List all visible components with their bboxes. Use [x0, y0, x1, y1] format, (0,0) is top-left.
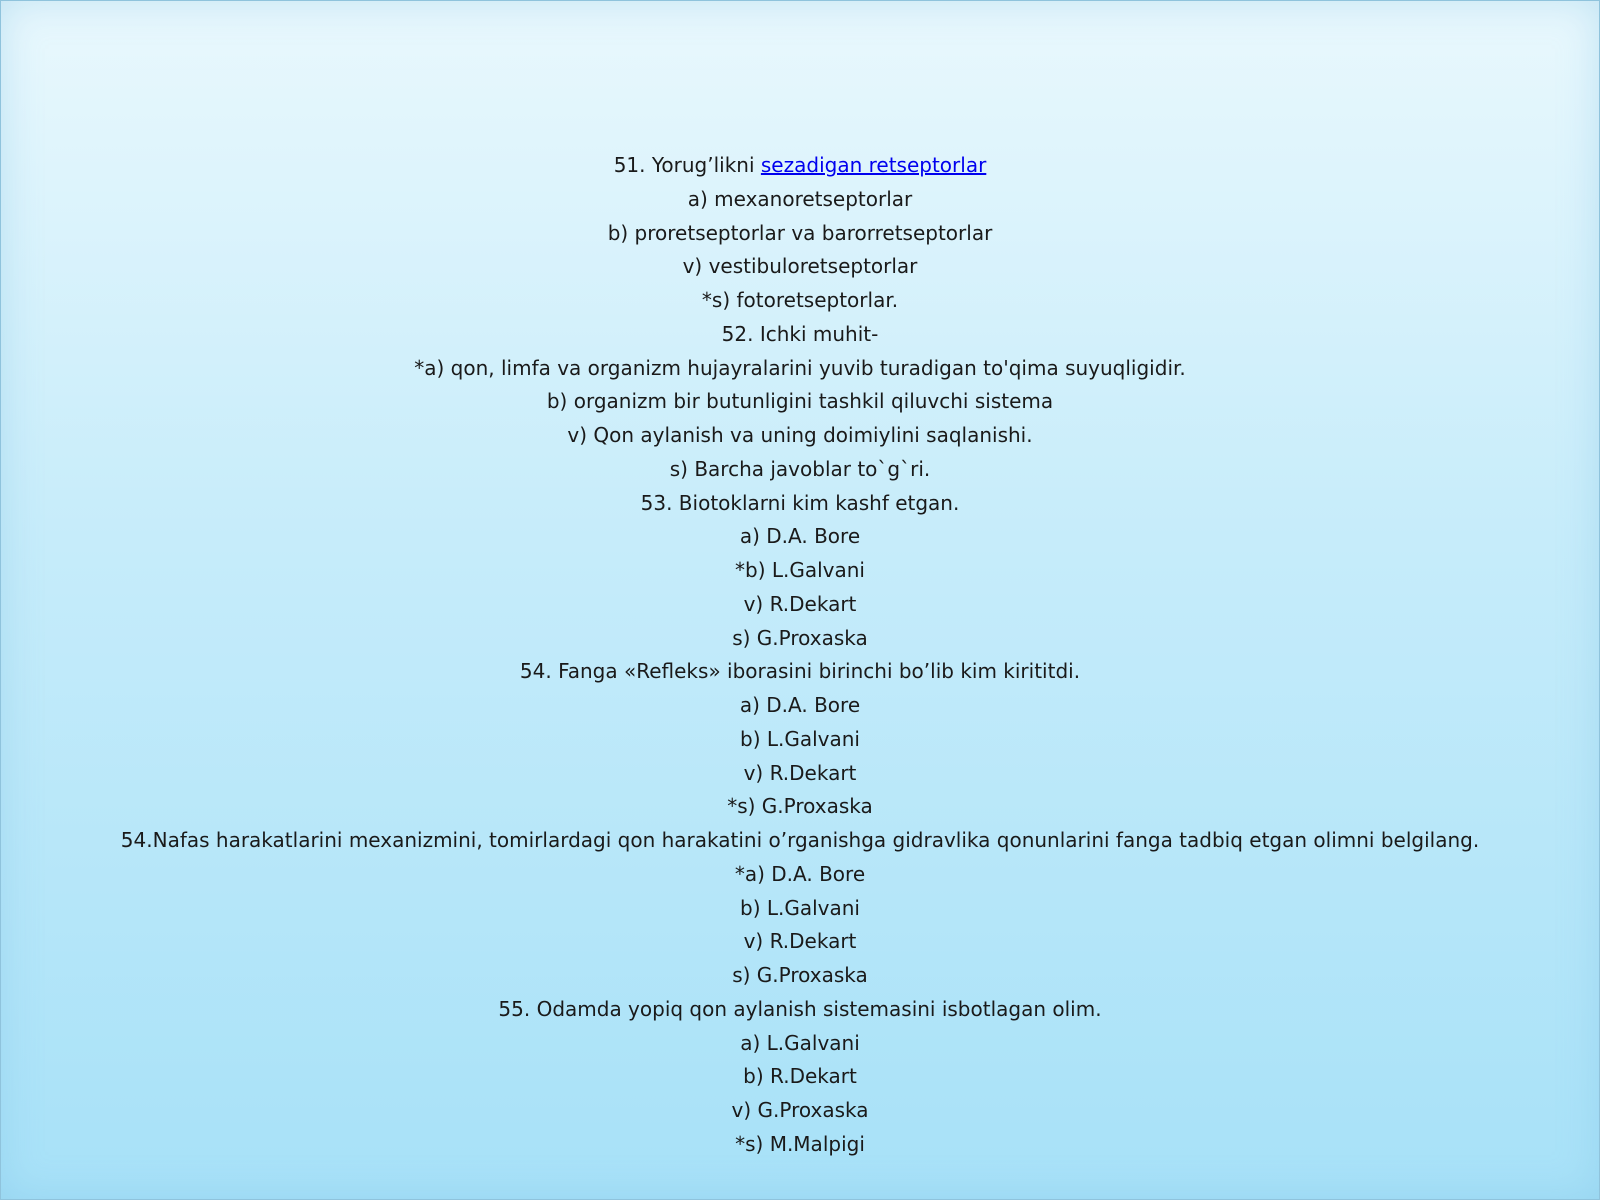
quiz-text — [1, 149, 1599, 1162]
option-52-v: v) Qon aylanish va uning doimiylini saqlanishi. — [567, 423, 1033, 447]
option-51-b: b) proretseptorlar va barorretseptorlar — [607, 220, 993, 245]
option-51-v: v) vestibuloretseptorlar — [682, 254, 918, 279]
question-54-refleks: 54. Fanga «Refleks» iborasini birinchi bo’lib kim kirititdi. — [519, 659, 1081, 684]
question-51-link[interactable]: sezadigan retseptorlar — [760, 153, 987, 177]
option-54b-a: *a) D.A. Bore — [734, 861, 866, 886]
option-52-s: s) Barcha javoblar to`g`ri. — [669, 456, 931, 481]
question-52: 52. Ichki muhit- — [721, 321, 879, 346]
option-51-s: *s) fotoretseptorlar. — [701, 288, 899, 312]
option-55-b: b) R.Dekart — [743, 1064, 857, 1089]
option-55-s: *s) M.Malpigi — [735, 1131, 865, 1156]
question-55: 55. Odamda yopiq qon aylanish sistemasini isbotlagan olim. — [498, 996, 1102, 1021]
option-52-b: b) organizm bir butunligini tashkil qiluvchi sistema — [546, 389, 1054, 414]
question-53: 53. Biotoklarni kim kashf etgan. — [640, 490, 960, 515]
question-51-text: 51. Yorug’likni — [613, 153, 761, 177]
option-53-s: s) G.Proxaska — [732, 625, 868, 650]
option-55-v: v) G.Proxaska — [731, 1098, 869, 1122]
option-52-a: *a) qon, limfa va organizm hujayralarini yuvib turadigan to'qima suyuqligidir. — [414, 355, 1186, 380]
option-54a-v: v) R.Dekart — [743, 760, 857, 785]
question-51 — [1, 149, 1599, 183]
question-54-nafas: 54.Nafas harakatlarini mexanizmini, tomirlardagi qon harakatini o’rganishga gidravlika qonunlarini fanga tadbiq etgan olimni belgilang. — [120, 828, 1480, 852]
option-53-a: a) D.A. Bore — [739, 524, 861, 549]
option-54a-a: a) D.A. Bore — [739, 693, 861, 717]
option-53-v: v) R.Dekart — [743, 591, 857, 616]
option-54a-b: b) L.Galvani — [740, 726, 860, 751]
option-54b-v: v) R.Dekart — [743, 929, 857, 954]
option-51-a: a) mexanoretseptorlar — [687, 186, 913, 211]
option-54a-s: *s) G.Proxaska — [727, 794, 873, 819]
option-55-a: a) L.Galvani — [740, 1030, 860, 1055]
option-54b-b: b) L.Galvani — [740, 895, 860, 920]
option-54b-s: s) G.Proxaska — [732, 963, 868, 987]
option-53-b: *b) L.Galvani — [735, 558, 865, 582]
